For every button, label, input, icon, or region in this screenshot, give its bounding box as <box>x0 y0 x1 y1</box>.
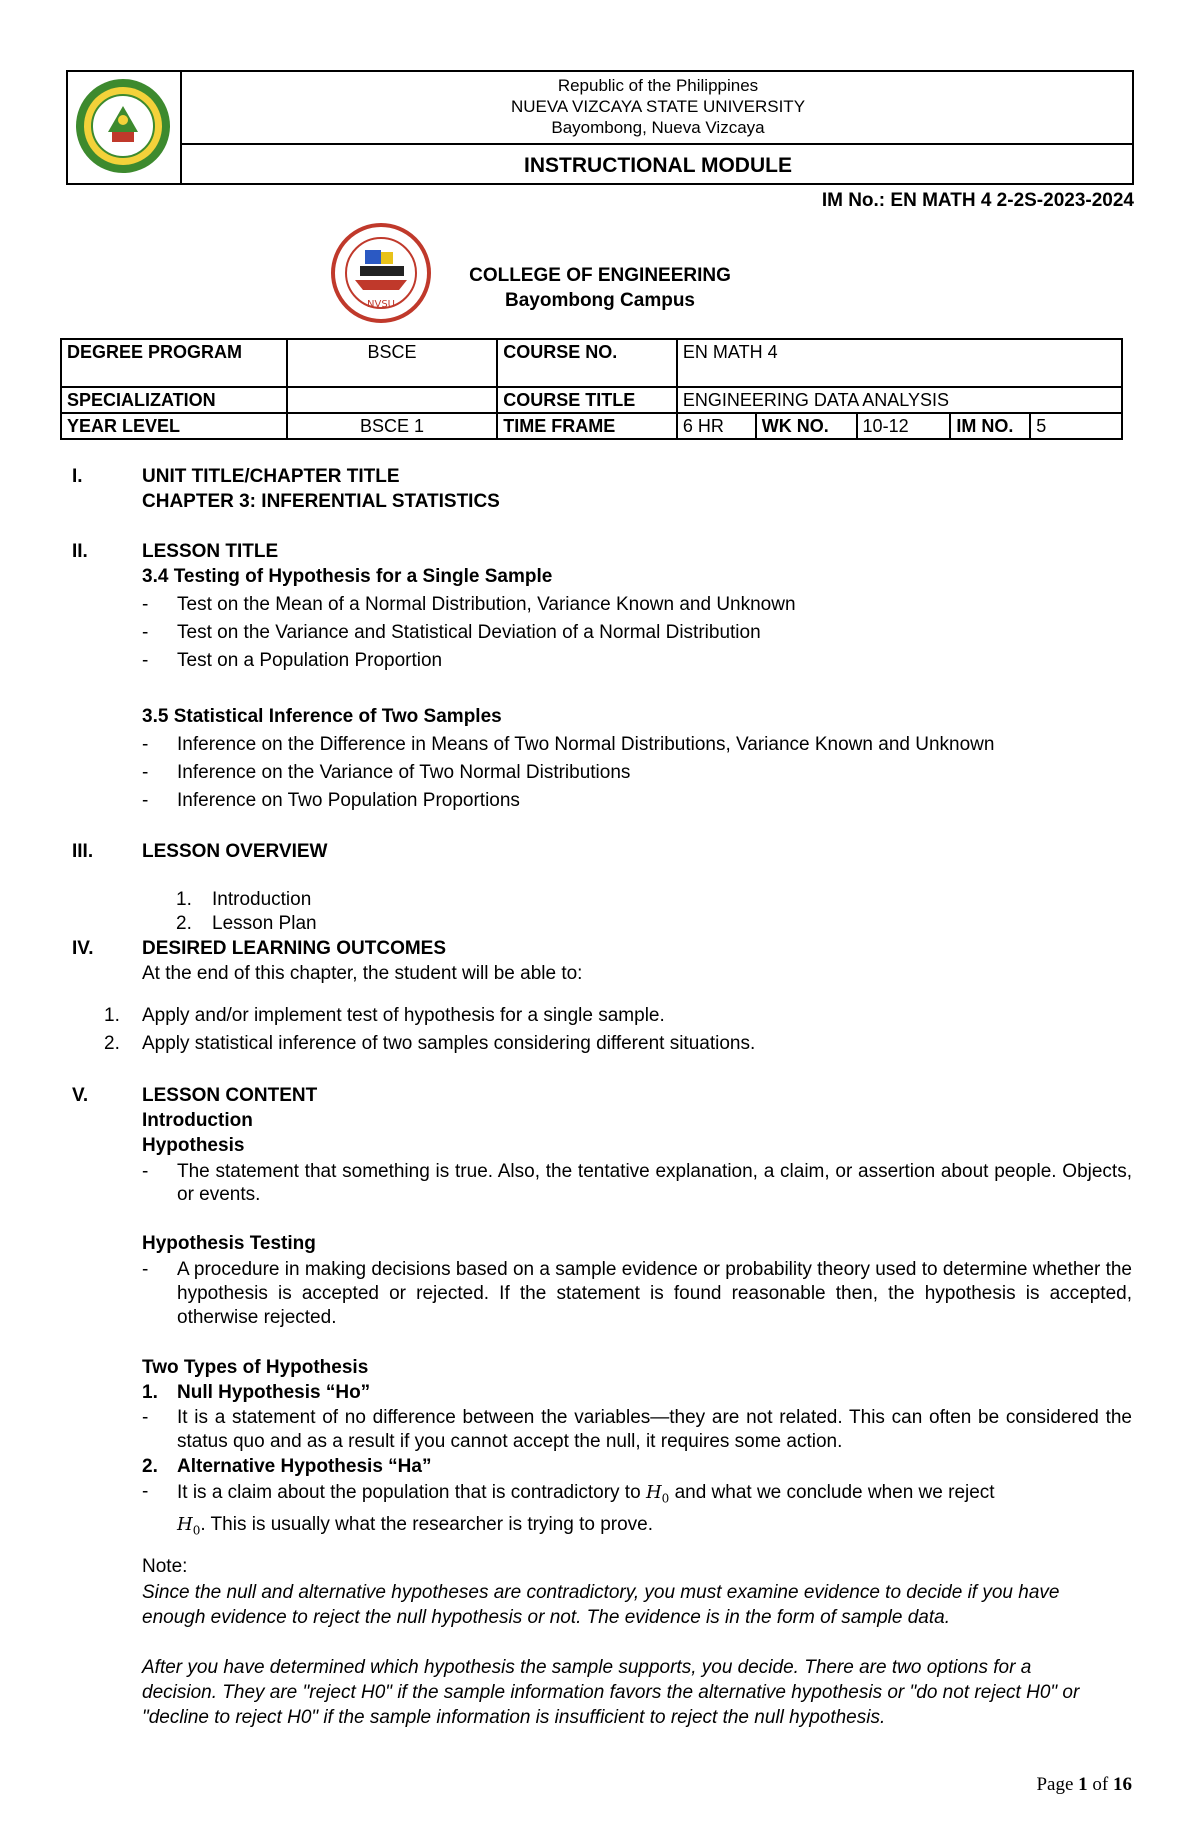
week-no-label: WK NO. <box>756 413 857 439</box>
im-no-label: IM NO. <box>950 413 1030 439</box>
module-title: INSTRUCTIONAL MODULE <box>524 154 792 177</box>
table-row <box>61 413 1122 439</box>
section-number: II. <box>72 541 88 562</box>
im-no-value: 5 <box>1030 413 1122 439</box>
specialization-value <box>287 387 497 413</box>
college-block <box>450 263 750 313</box>
time-frame-label: TIME FRAME <box>497 413 677 439</box>
course-info-table <box>60 338 1123 440</box>
header-box <box>66 70 1134 185</box>
course-no-value: EN MATH 4 <box>677 339 1122 387</box>
section-number: V. <box>72 1085 89 1106</box>
course-title-value: ENGINEERING DATA ANALYSIS <box>677 387 1122 413</box>
h0-symbol: $H_0$ <box>177 1513 201 1538</box>
degree-value: BSCE <box>287 339 497 387</box>
header-divider <box>182 143 1134 145</box>
chapter-title: CHAPTER 3: INFERENTIAL STATISTICS <box>142 491 500 512</box>
section-title: LESSON OVERVIEW <box>142 841 328 862</box>
section-number: I. <box>72 466 83 487</box>
year-level-value: BSCE 1 <box>287 413 497 439</box>
header-institution <box>182 75 1134 138</box>
lesson-subtitle: 3.5 Statistical Inference of Two Samples <box>142 706 502 727</box>
college-name: COLLEGE OF ENGINEERING <box>469 265 731 286</box>
note-paragraph-2: After you have determined which hypothesis the sample supports, you decide. There are two options for a decision. They are "reject H0" if the sample information favors the alternative hypothesis or "do not reject H0" or "decline to reject H0" if the sample information is insufficient to reject the null hypothesis. <box>142 1657 1080 1728</box>
section-title: DESIRED LEARNING OUTCOMES <box>142 938 447 959</box>
university-location: Bayombong, Nueva Vizcaya <box>551 118 765 137</box>
note-label: Note: <box>142 1556 188 1577</box>
degree-label: DEGREE PROGRAM <box>61 339 287 387</box>
university-seal-icon <box>68 72 178 179</box>
section-number: IV. <box>72 938 94 959</box>
im-number: IM No.: EN MATH 4 2-2S-2023-2024 <box>821 190 1134 211</box>
section-title: UNIT TITLE/CHAPTER TITLE <box>142 466 400 487</box>
h0-symbol: $H_0$ <box>645 1482 670 1506</box>
alt-hypothesis-definition: It is a claim about the population that is contradictory to $H_0$ and what we conclude when we reject $H_0$. This is usually what the researcher is trying to prove. <box>177 1482 995 1538</box>
section-number: III. <box>72 841 94 862</box>
college-seal-icon <box>325 222 437 324</box>
types-heading: Two Types of Hypothesis <box>142 1357 369 1378</box>
specialization-label: SPECIALIZATION <box>61 387 287 413</box>
hypothesis-testing-heading: Hypothesis Testing <box>142 1233 316 1254</box>
introduction-heading: Introduction <box>142 1110 253 1131</box>
table-row <box>61 387 1122 413</box>
page-number: Page 1 of 16 <box>1036 1774 1132 1795</box>
null-hypothesis-title: Null Hypothesis “Ho” <box>177 1382 371 1403</box>
hypothesis-testing-definition: A procedure in making decisions based on a sample evidence or probability theory used to determine whether the hypothesis is accepted or rejected. If the statement is found reasonable then, the hypothesis is accepted, otherwise rejected. <box>177 1259 1132 1328</box>
hypothesis-definition: The statement that something is true. Also, the tentative explanation, a claim, or assertion about people. Objects, or events. <box>177 1161 1132 1205</box>
university-name: NUEVA VIZCAYA STATE UNIVERSITY <box>510 97 806 116</box>
course-title-label: COURSE TITLE <box>497 387 677 413</box>
course-no-label: COURSE NO. <box>497 339 677 387</box>
section-title: LESSON CONTENT <box>142 1085 318 1106</box>
republic-line: Republic of the Philippines <box>557 76 759 95</box>
university-seal-cell <box>68 72 182 183</box>
lesson-subtitle: 3.4 Testing of Hypothesis for a Single Sample <box>142 566 553 587</box>
section-title: LESSON TITLE <box>142 541 279 562</box>
alt-hypothesis-title: Alternative Hypothesis “Ha” <box>177 1456 432 1477</box>
college-seal-abbr: NVSU <box>367 299 395 310</box>
table-row <box>61 339 1122 387</box>
note-paragraph-1: Since the null and alternative hypotheses are contradictory, you must examine evidence to decide if you have enough evidence to reject the null hypothesis or not. The evidence is in the form of sample data. <box>142 1582 1060 1628</box>
hypothesis-heading: Hypothesis <box>142 1135 245 1156</box>
time-frame-value: 6 HR <box>677 413 756 439</box>
year-level-label: YEAR LEVEL <box>61 413 287 439</box>
college-campus: Bayombong Campus <box>504 290 696 311</box>
null-hypothesis-definition: It is a statement of no difference between the variables—they are not related. This can often be considered the status quo and as a result if you cannot accept the null, it requires some action. <box>177 1407 1132 1452</box>
outcomes-intro: At the end of this chapter, the student will be able to: <box>142 963 583 984</box>
week-no-value: 10-12 <box>857 413 951 439</box>
